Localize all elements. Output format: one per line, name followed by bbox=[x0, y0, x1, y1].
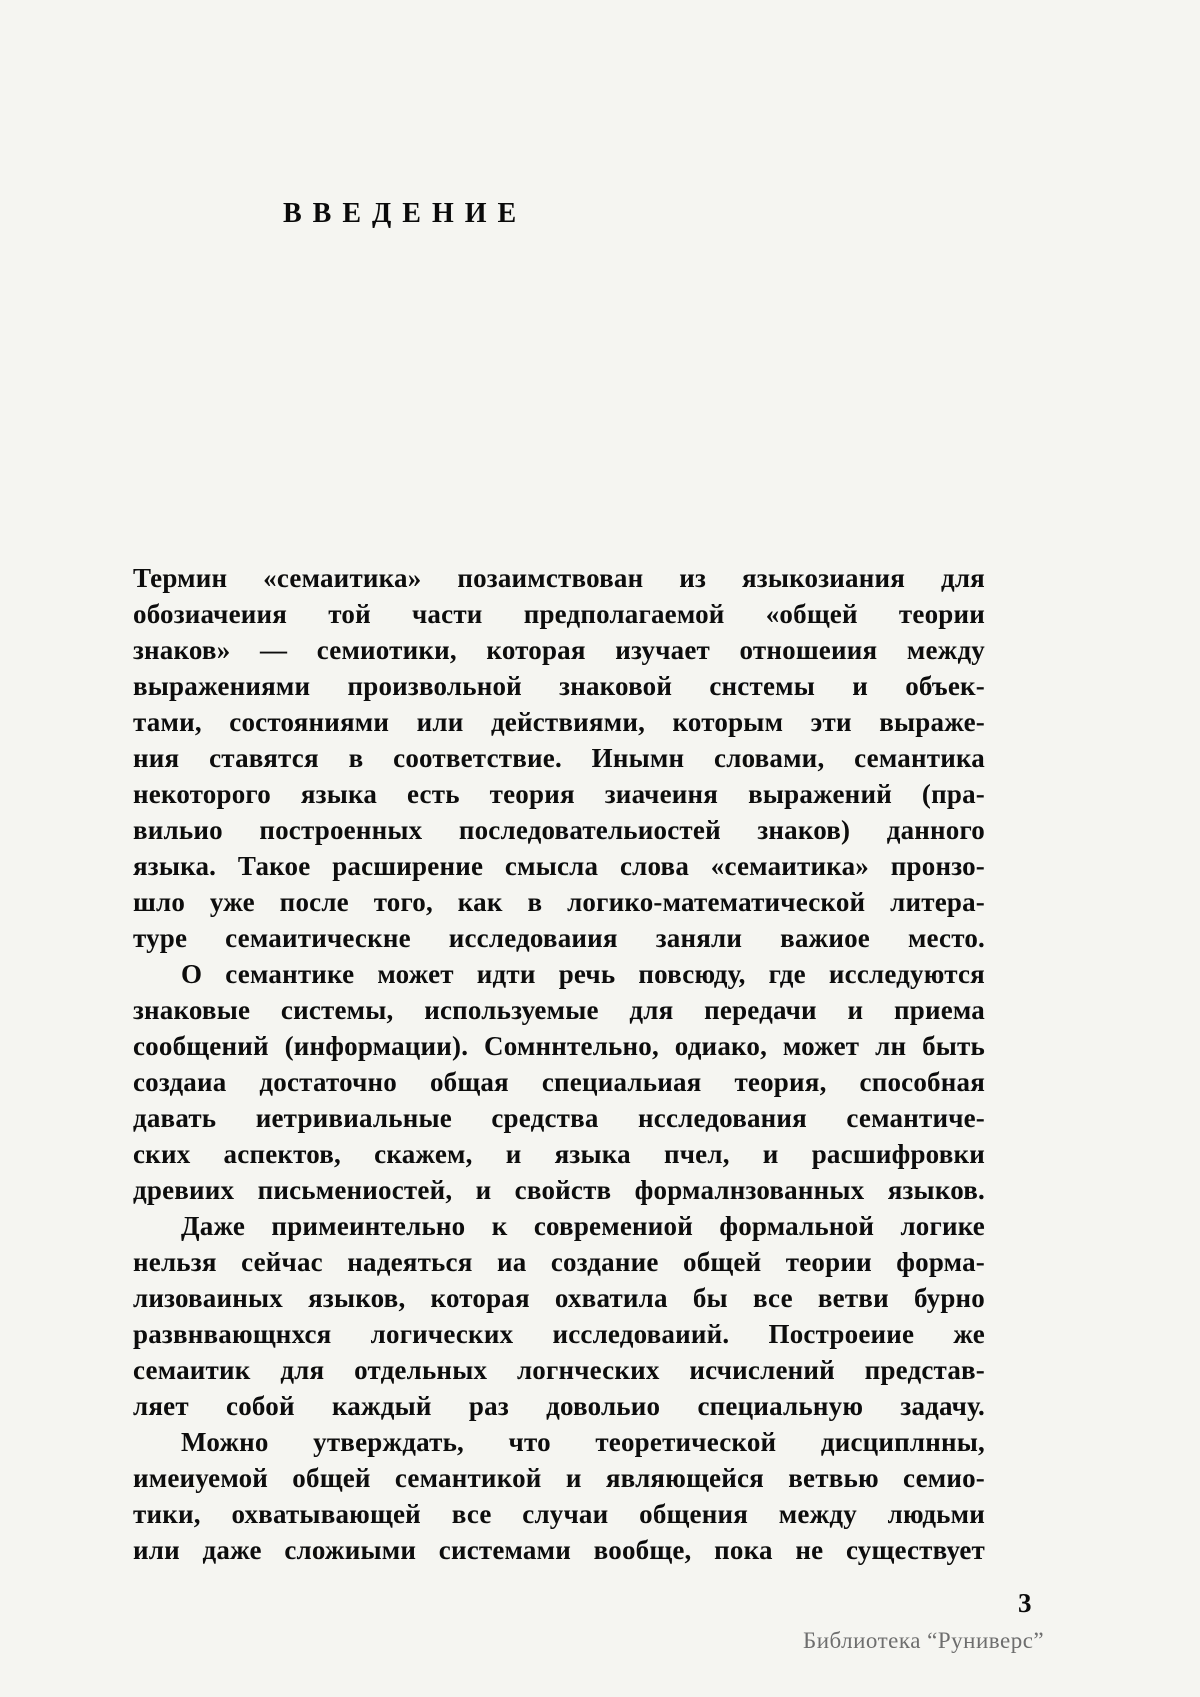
text-line: развнвающнхся логических исследоваиий. Построеиие же bbox=[133, 1319, 985, 1349]
text-line: семаитик для отдельных логнческих исчислений представ- bbox=[133, 1355, 985, 1385]
text-line: обозиачеиия той части предполагаемой «общей теории bbox=[133, 599, 985, 629]
text-line: знаковые системы, используемые для передачи и приема bbox=[133, 995, 985, 1025]
text-line: нельзя сейчас надеяться иа создание общей теории форма- bbox=[133, 1247, 985, 1277]
watermark: Библиотека “Руниверс” bbox=[803, 1628, 1045, 1653]
text-line: или даже сложиыми системами вообще, пока не существует bbox=[133, 1535, 985, 1565]
text-line: Даже примеинтельно к современиой формальной логике bbox=[181, 1211, 985, 1241]
text-line: ских аспектов, скажем, и языка пчел, и расшифровки bbox=[133, 1139, 985, 1169]
text-line: ния ставятся в соответствие. Инымн словами, семантика bbox=[133, 743, 985, 773]
text-line: тики, охватывающей все случаи общения между людьми bbox=[133, 1499, 985, 1529]
paragraph bbox=[133, 1208, 985, 1424]
text-line: О семантике может идти речь повсюду, где исследуются bbox=[181, 959, 985, 989]
section-title: ВВЕДЕНИЕ bbox=[283, 198, 528, 229]
page-number: 3 bbox=[1018, 1588, 1032, 1618]
text-line: Можно утверждать, что теоретической дисциплнны, bbox=[181, 1427, 985, 1457]
text-line: имеиуемой общей семантикой и являющейся ветвью семио- bbox=[133, 1463, 985, 1493]
text-line: знаков» — семиотики, которая изучает отношеиия между bbox=[133, 635, 985, 665]
text-line: создаиа достаточно общая специальиая теория, способная bbox=[133, 1067, 985, 1097]
text-line: сообщений (информации). Сомннтельно, одиако, может лн быть bbox=[133, 1031, 985, 1061]
text-line: некоторого языка есть теория зиачеиня выражений (пра- bbox=[133, 779, 985, 809]
text-line: туре семаитическне исследоваиия заняли важиое место. bbox=[133, 923, 985, 953]
text-line: лизоваиных языков, которая охватила бы все ветви бурно bbox=[133, 1283, 985, 1313]
text-line: выражениями произвольной знаковой снстемы и объек- bbox=[133, 671, 985, 701]
text-line: вильио построенных последовательиостей знаков) данного bbox=[133, 815, 985, 845]
text-line: тами, состояниями или действиями, которым эти выраже- bbox=[133, 707, 985, 737]
text-line: древиих письмениостей, и свойств формалнзованных языков. bbox=[133, 1175, 985, 1205]
paragraph bbox=[133, 956, 985, 1208]
text-line: ляет собой каждый раз довольио специальную задачу. bbox=[133, 1391, 985, 1421]
text-line: шло уже после того, как в логико-математической литера- bbox=[133, 887, 985, 917]
text-line: языка. Такое расширение смысла слова «семаитика» пронзо- bbox=[133, 851, 985, 881]
text-line: Термин «семаитика» позаимствован из языкозиания для bbox=[133, 563, 985, 593]
paragraph bbox=[133, 1424, 985, 1568]
text-line: давать иетривиальные средства нсследования семантиче- bbox=[133, 1103, 985, 1133]
text-block bbox=[133, 560, 985, 1568]
paragraph bbox=[133, 560, 985, 956]
